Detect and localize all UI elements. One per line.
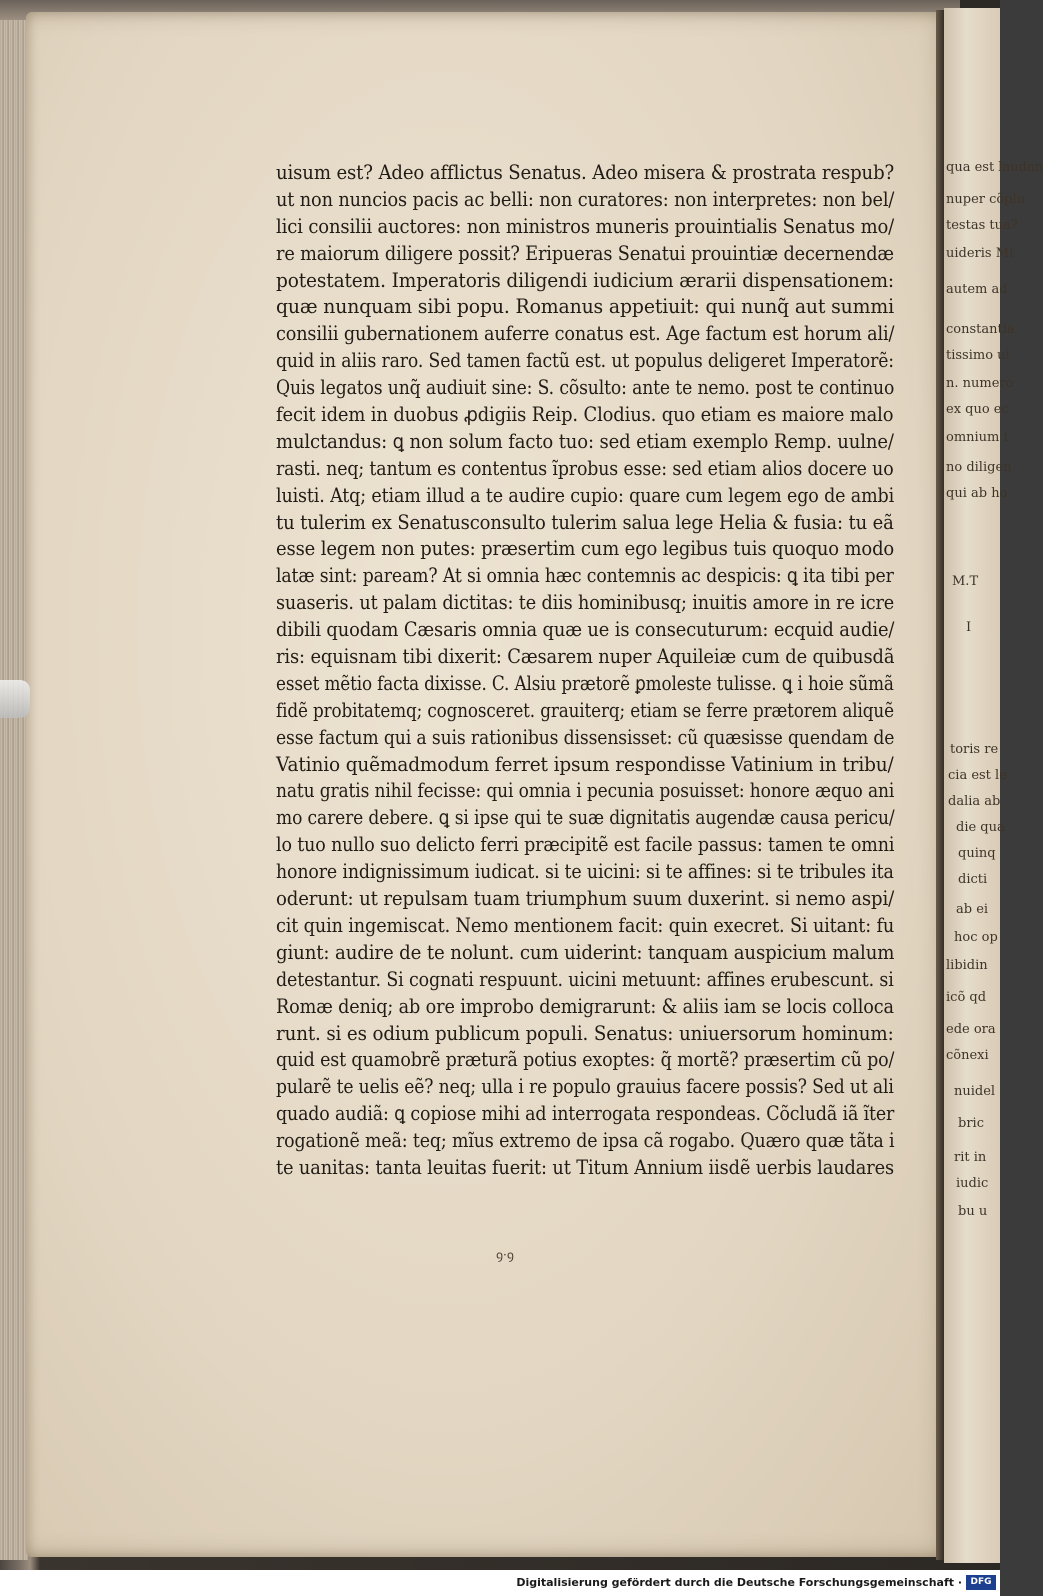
facing-fragment: n. numero — [946, 376, 1014, 391]
text-line: re maiorum diligere possit? Eripueras Senatui prouintiæ decernendæ — [276, 241, 894, 265]
text-line: fecit idem in duobus ꝓdigiis Reip. Clodius. quo etiam es maiore malo — [276, 403, 894, 427]
folio-mark: ꝯ·ꝯ — [496, 1248, 514, 1262]
facing-fragment: icõ qd — [946, 990, 987, 1005]
facing-fragment: no diligen — [946, 460, 1012, 475]
text-line: esse factum qui a suis rationibus dissensisset: cũ quæsisse quendam de — [276, 725, 895, 749]
facing-fragment: ab ei — [956, 902, 989, 917]
text-line: quid in aliis raro. Sed tamen factũ est. ut populus deligeret Imperatorẽ: — [276, 349, 894, 373]
text-line: mulctandus: ꝗ non solum facto tuo: sed etiam exemplo Remp. uulne/ — [276, 429, 894, 453]
facing-fragment: ede ora — [946, 1022, 996, 1037]
text-line: ris: equisnam tibi dixerit: Cæsarem nuper Aquileiæ cum de quibusdã — [276, 645, 895, 669]
facing-fragment: uideris Mi — [946, 246, 1014, 261]
text-line: rasti. neq; tantum es contentus ĩprobus esse: sed etiam alios docere uo — [276, 456, 894, 480]
facing-fragment: bu u — [958, 1204, 988, 1219]
facing-fragment: tissimo ui — [946, 348, 1010, 363]
footer-bar — [0, 1570, 1000, 1596]
facing-fragment: qua est laudan — [946, 160, 1043, 175]
text-line: cit quin ingemiscat. Nemo mentionem facit: quin execret. Si uitant: fu — [276, 913, 895, 937]
facing-fragment: bric — [958, 1116, 984, 1131]
dfg-logo: DFG — [966, 1575, 996, 1590]
facing-fragment: hoc op — [954, 930, 998, 945]
text-line: giunt: audire de te nolunt. cum uiderint: tanquam auspicium malum — [276, 940, 895, 964]
facing-page — [944, 8, 1043, 1563]
text-line: quado audiã: ꝗ copiose mihi ad interrogata respondeas. Cõcludã iã ĩter — [276, 1102, 895, 1126]
text-line: detestantur. Si cognati respuunt. uicini metuunt: affines erubescunt. si — [276, 967, 894, 991]
text-line: latæ sint: paream? At si omnia hæc contemnis ac despicis: ꝗ ita tibi per — [276, 564, 894, 588]
text-line: esse legem non putes: præsertim cum ego legibus tuis quoquo modo — [276, 537, 895, 561]
facing-fragment: M.T — [952, 574, 979, 589]
text-line: Romæ deniq; ab ore improbo demigrarunt: & aliis iam se locis colloca — [276, 994, 894, 1018]
facing-fragment: libidin — [946, 958, 988, 973]
facing-fragment: quinq — [958, 846, 996, 861]
text-line: tu tulerim ex Senatusconsulto tulerim salua lege Helia & fusia: tu eã — [276, 510, 894, 534]
facing-fragment: rit in — [954, 1150, 987, 1165]
facing-fragment: cõnexi — [946, 1048, 989, 1063]
facing-fragment: qui ab ho — [946, 486, 1008, 501]
text-line: esset mẽtio facta dixisse. C. Alsiu prætorẽ ꝑmoleste tulisse. ꝗ i hoie sũmã — [276, 671, 894, 695]
facing-fragment: die qua — [956, 820, 1005, 835]
text-line: natu gratis nihil fecisse: qui omnia i pecunia posuisset: honore æquo ani — [276, 779, 895, 803]
text-line: lici consilii auctores: non ministros muneris prouintialis Senatus mo/ — [276, 214, 895, 238]
facing-fragment: I — [966, 620, 972, 635]
text-line: te uanitas: tanta leuitas fuerit: ut Titum Annium iisdẽ uerbis laudares — [276, 1155, 894, 1179]
text-line: uisum est? Adeo afflictus Senatus. Adeo misera & prostrata respub? — [276, 161, 895, 184]
text-line: suaseris. ut palam dictitas: te diis hominibusq; inuitis amore in re icre — [276, 591, 895, 615]
facing-fragment: iudic — [956, 1176, 989, 1191]
page-clip — [0, 680, 30, 718]
footer-credit: Digitalisierung gefördert durch die Deutsche Forschungsgemeinschaft · — [516, 1576, 962, 1589]
text-line: honore indignissimum iudicat. si te uicini: si te affines: si te tribules ita — [276, 860, 894, 884]
text-line: oderunt: ut repulsam tuam triumphum suum duxerint. si nemo aspi/ — [276, 887, 895, 911]
facing-fragment: ex quo ec — [946, 402, 1009, 417]
text-line: dibili quodam Cæsaris omnia quæ ue is consecuturum: ecquid audie/ — [276, 618, 895, 642]
text-line: potestatem. Imperatoris diligendi iudicium ærarii dispensationem: — [276, 268, 895, 292]
facing-fragment: dalia ab — [948, 794, 1001, 809]
text-line: fidẽ probitatemq; cognosceret. grauiterq; etiam se ferre prætorem aliquẽ — [276, 698, 894, 722]
text-line: luisti. Atq; etiam illud a te audire cupio: quare cum legem ego de ambi — [276, 483, 895, 507]
text-line: lo tuo nullo suo delicto ferri præcipitẽ est facile passus: tamen te omni — [276, 833, 895, 857]
main-text-block — [276, 160, 894, 1182]
text-line: pularẽ te uelis eẽ? neq; ulla i re populo grauius facere possis? Sed ut ali — [276, 1075, 894, 1099]
text-line: mo carere debere. ꝗ si ipse qui te suæ dignitatis augendæ causa pericu/ — [276, 806, 895, 830]
page-stack-edge — [0, 20, 28, 1560]
facing-fragment: nuidel — [954, 1084, 996, 1099]
facing-fragment: cia est le — [948, 768, 1007, 783]
facing-fragment: omnium t — [946, 430, 1009, 445]
facing-fragment: toris re — [950, 742, 999, 757]
text-line: consilii gubernationem auferre conatus est. Age factum est horum ali/ — [276, 322, 895, 346]
text-line: runt. si es odium publicum populi. Senatus: uniuersorum hominum: — [276, 1021, 894, 1045]
text-line: ut non nuncios pacis ac belli: non curatores: non interpretes: non bel/ — [276, 187, 895, 211]
text-line: Quis legatos unq̃ audiuit sine: S. cõsulto: ante te nemo. post te continuo — [276, 376, 895, 400]
text-line: quid est quamobrẽ præturã potius exoptes: q̃ mortẽ? præsertim cũ po/ — [276, 1048, 895, 1072]
text-line: Vatinio quẽmadmodum ferret ipsum respondisse Vatinium in tribu/ — [276, 752, 894, 776]
facing-fragment: nuper cõplu — [946, 192, 1026, 207]
text-line: rogationẽ meã: teq; mĩus extremo de ipsa cã rogabo. Quæro quæ tãta i — [276, 1129, 895, 1153]
text-line: quæ nunquam sibi popu. Romanus appetiuit: qui nunq̃ aut summi — [276, 295, 894, 319]
facing-fragment: constantia — [946, 322, 1015, 337]
facing-fragment: testas tua? — [946, 218, 1018, 233]
facing-fragment: dicti — [958, 872, 988, 887]
facing-fragment: autem ad — [946, 282, 1008, 297]
